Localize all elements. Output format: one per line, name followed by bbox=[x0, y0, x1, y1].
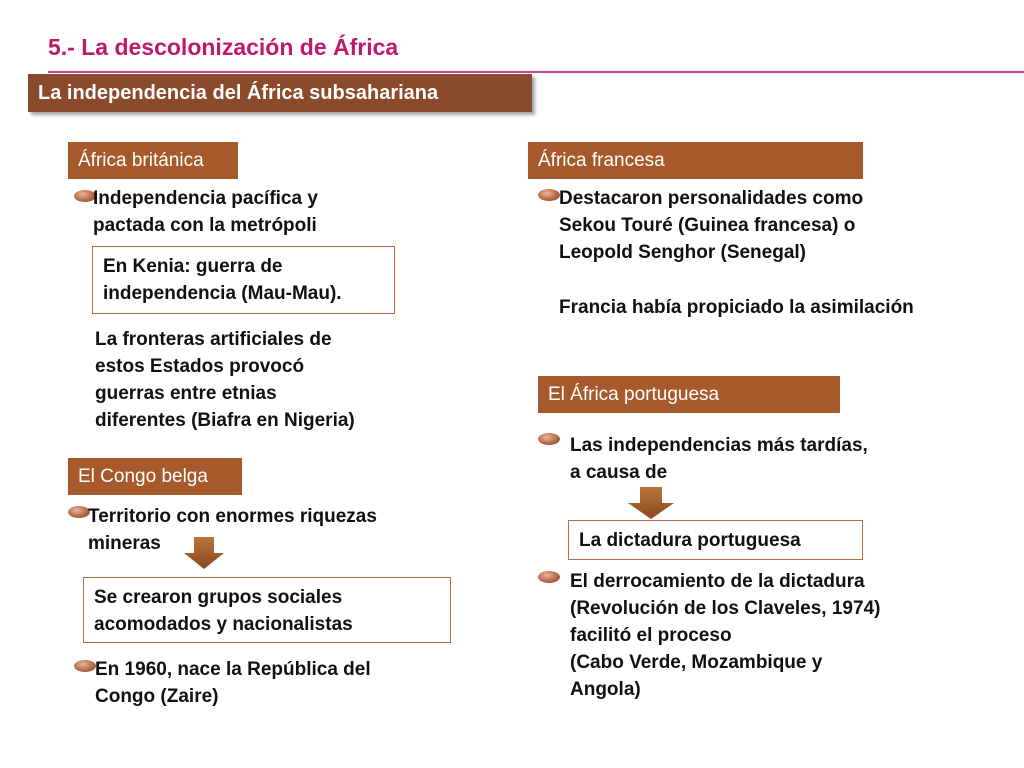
slide-title: 5.- La descolonización de África bbox=[48, 34, 399, 60]
bullet-icon bbox=[68, 506, 90, 518]
section-congo-belga: El Congo belga bbox=[68, 458, 242, 495]
bullet-icon bbox=[74, 660, 96, 672]
britanica-bullet-text: Independencia pacífica y pactada con la metrópoli bbox=[93, 188, 318, 236]
portuguesa-bullet2-text: El derrocamiento de la dictadura (Revolución de los Claveles, 1974) facilitó el proceso (Cabo Verde, Mozambique y Angola) bbox=[570, 571, 881, 700]
grupos-sociales-box: Se crearon grupos sociales acomodados y nacionalistas bbox=[83, 577, 451, 643]
bullet-icon bbox=[538, 433, 560, 445]
bullet-icon bbox=[538, 571, 560, 583]
francesa-bullet-text: Destacaron personalidades como Sekou Touré (Guinea francesa) o Leopold Senghor (Senegal) bbox=[559, 188, 864, 263]
congo-bullet2-text: En 1960, nace la República del Congo (Zaire) bbox=[95, 659, 371, 707]
congo-bullet-text: Territorio con enormes riquezas mineras bbox=[88, 506, 377, 554]
slide-subtitle: La independencia del África subsahariana bbox=[28, 74, 532, 112]
section-africa-francesa: África francesa bbox=[528, 142, 863, 179]
kenia-box: En Kenia: guerra de independencia (Mau-Mau). bbox=[92, 246, 395, 314]
bullet-icon bbox=[538, 189, 560, 201]
portuguesa-bullet-text: Las independencias más tardías, a causa de bbox=[570, 435, 868, 483]
francesa-note: Francia había propiciado la asimilación bbox=[559, 297, 914, 318]
title-underline bbox=[48, 71, 1024, 73]
section-africa-britanica: África británica bbox=[68, 142, 238, 179]
down-arrow-icon bbox=[628, 487, 674, 519]
britanica-note: La fronteras artificiales de estos Estados provocó guerras entre etnias diferentes (Biafra en Nigeria) bbox=[95, 329, 355, 431]
section-africa-portuguesa: El África portuguesa bbox=[538, 376, 840, 413]
down-arrow-icon bbox=[184, 537, 224, 569]
dictadura-box: La dictadura portuguesa bbox=[568, 520, 863, 560]
